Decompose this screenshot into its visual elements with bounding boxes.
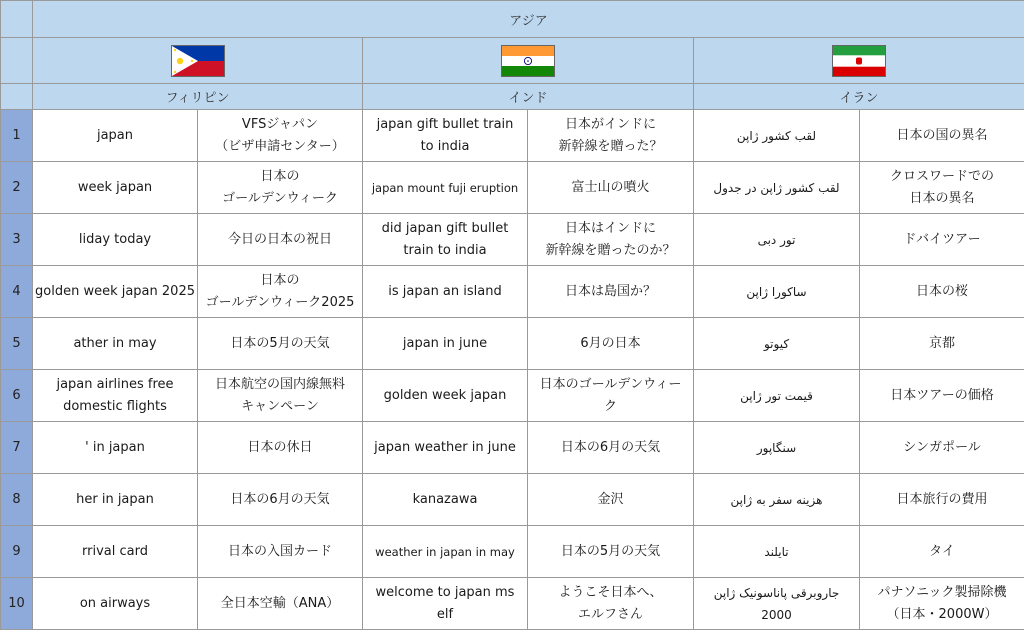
iran-translation: 日本旅行の費用 [896, 491, 988, 507]
philippines-translation: 今日の日本の祝日 [227, 231, 332, 247]
row-number: 9 [1, 526, 33, 578]
india-query: japan mount fuji eruption [371, 180, 519, 195]
philippines-query-cell [33, 474, 198, 526]
iran-translation-cell [860, 318, 1024, 370]
india-translation: ようこそ日本へ、 エルフさん [558, 584, 663, 622]
india-query: kanazawa [412, 491, 478, 507]
row-number: 6 [1, 370, 33, 422]
iran-query: تایلند [764, 544, 789, 559]
iran-translation: パナソニック製掃除機 （日本・2000W） [877, 584, 1007, 622]
philippines-query-cell [33, 578, 198, 630]
iran-query-cell [694, 214, 860, 266]
india-query-cell [363, 474, 528, 526]
philippines-query: liday today [78, 231, 152, 247]
philippines-query-cell [33, 266, 198, 318]
region-header: アジア [33, 1, 1024, 38]
row-number: 3 [1, 214, 33, 266]
india-query: japan in june [402, 335, 488, 351]
row-number: 2 [1, 162, 33, 214]
india-translation: 日本の6月の天気 [560, 439, 661, 455]
philippines-query-cell [33, 162, 198, 214]
philippines-translation: 全日本空輸（ANA） [220, 595, 340, 611]
iran-flag-icon [832, 45, 886, 77]
philippines-query: japan [96, 127, 134, 143]
iran-translation-cell [860, 578, 1024, 630]
table-row [1, 162, 1024, 214]
philippines-query: golden week japan 2025 [35, 283, 195, 299]
philippines-query: japan airlines free domestic flights [56, 376, 174, 414]
iran-translation-cell [860, 422, 1024, 474]
india-translation: 富士山の噴火 [571, 179, 650, 195]
country-header-india: インド [363, 84, 694, 110]
philippines-translation: 日本の休日 [247, 439, 313, 455]
india-translation-cell [528, 370, 694, 422]
india-translation-cell [528, 526, 694, 578]
philippines-query-cell [33, 318, 198, 370]
philippines-query-cell [33, 422, 198, 474]
philippines-query-cell [33, 370, 198, 422]
philippines-translation-cell [198, 318, 363, 370]
iran-query-cell [694, 162, 860, 214]
india-translation: 日本の5月の天気 [560, 543, 661, 559]
iran-translation: クロスワードでの 日本の異名 [890, 168, 995, 206]
corner-cell [1, 1, 33, 38]
flag-cell-philippines [33, 38, 363, 84]
india-translation-cell [528, 474, 694, 526]
philippines-translation: 日本航空の国内線無料 キャンペーン [214, 376, 345, 414]
philippines-query-cell [33, 526, 198, 578]
philippines-query-cell [33, 214, 198, 266]
philippines-translation: 日本の6月の天気 [230, 491, 330, 507]
india-query: did japan gift bullet train to india [381, 220, 509, 258]
table-row [1, 578, 1024, 630]
iran-query: قیمت تور ژاپن [740, 388, 813, 403]
philippines-translation-cell [198, 474, 363, 526]
iran-query: سنگاپور [756, 440, 797, 455]
iran-query: هزینه سفر به ژاپن [730, 492, 823, 507]
row-number: 8 [1, 474, 33, 526]
india-translation: 金沢 [597, 491, 624, 507]
table-row [1, 370, 1024, 422]
iran-query-cell [694, 370, 860, 422]
iran-translation-cell [860, 110, 1024, 162]
india-query: golden week japan [383, 387, 507, 403]
flag-cell-iran [694, 38, 1024, 84]
corner-cell [1, 38, 33, 84]
iran-query: جاروبرقی پاناسونیک ژاپن 2000 [713, 585, 840, 622]
india-query-cell [363, 162, 528, 214]
iran-translation-cell [860, 214, 1024, 266]
india-query-cell [363, 578, 528, 630]
iran-query-cell [694, 474, 860, 526]
india-translation-cell [528, 422, 694, 474]
philippines-translation: 日本の ゴールデンウィーク [222, 168, 338, 206]
table-row [1, 474, 1024, 526]
philippines-translation-cell [198, 162, 363, 214]
india-query: japan gift bullet train to india [376, 116, 514, 154]
iran-query: تور دبی [757, 232, 796, 247]
philippines-query: ather in may [73, 335, 157, 351]
table-row [1, 110, 1024, 162]
philippines-translation: 日本の5月の天気 [230, 335, 330, 351]
india-query-cell [363, 214, 528, 266]
row-number: 1 [1, 110, 33, 162]
iran-query-cell [694, 526, 860, 578]
iran-query-cell [694, 578, 860, 630]
india-translation-cell [528, 214, 694, 266]
india-translation-cell [528, 162, 694, 214]
iran-query-cell [694, 318, 860, 370]
country-header-iran: イラン [694, 84, 1024, 110]
iran-translation-cell [860, 266, 1024, 318]
india-translation: 日本のゴールデンウィー ク [539, 376, 682, 414]
table-row [1, 422, 1024, 474]
table-row [1, 526, 1024, 578]
philippines-translation-cell [198, 110, 363, 162]
iran-translation-cell [860, 162, 1024, 214]
philippines-query: ' in japan [85, 439, 145, 455]
philippines-flag-icon [171, 45, 225, 77]
iran-translation-cell [860, 474, 1024, 526]
philippines-query: her in japan [76, 491, 154, 507]
philippines-translation-cell [198, 266, 363, 318]
india-translation: 日本はインドに 新幹線を贈ったのか？ [545, 220, 676, 258]
india-query-cell [363, 110, 528, 162]
iran-translation: 日本の国の異名 [896, 127, 988, 143]
iran-translation: シンガポール [903, 439, 981, 455]
india-flag-icon [501, 45, 555, 77]
philippines-translation: VFSジャパン （ビザ申請センター） [215, 116, 345, 154]
country-header-philippines: フィリピン [33, 84, 363, 110]
india-query: welcome to japan ms elf [375, 584, 515, 622]
philippines-translation-cell [198, 578, 363, 630]
table-row [1, 318, 1024, 370]
iran-query: لقب کشور ژاپن در جدول [713, 180, 840, 195]
philippines-translation-cell [198, 526, 363, 578]
india-query: weather in japan in may [375, 544, 515, 559]
india-query-cell [363, 370, 528, 422]
iran-query-cell [694, 422, 860, 474]
india-query-cell [363, 266, 528, 318]
india-translation-cell [528, 266, 694, 318]
table-row [1, 214, 1024, 266]
india-translation-cell [528, 110, 694, 162]
iran-translation-cell [860, 526, 1024, 578]
india-query-cell [363, 526, 528, 578]
iran-translation: タイ [929, 543, 955, 559]
iran-query-cell [694, 266, 860, 318]
iran-translation-cell [860, 370, 1024, 422]
philippines-query: rrival card [82, 543, 148, 559]
india-query-cell [363, 422, 528, 474]
row-number: 4 [1, 266, 33, 318]
iran-translation: 日本ツアーの価格 [890, 387, 994, 403]
india-translation-cell [528, 578, 694, 630]
iran-query-cell [694, 110, 860, 162]
iran-translation: 日本の桜 [916, 283, 969, 299]
india-translation-cell [528, 318, 694, 370]
philippines-query: week japan [77, 179, 153, 195]
iran-query: کیوتو [763, 336, 790, 351]
philippines-translation-cell [198, 422, 363, 474]
row-number: 7 [1, 422, 33, 474]
row-number: 5 [1, 318, 33, 370]
philippines-translation: 日本の ゴールデンウィーク2025 [205, 272, 355, 310]
iran-query: ساکورا ژاپن [746, 284, 807, 299]
india-query-cell [363, 318, 528, 370]
india-translation: 日本は島国か？ [564, 283, 656, 299]
india-translation: 日本がインドに 新幹線を贈った？ [558, 116, 663, 154]
iran-translation: 京都 [929, 335, 956, 351]
flag-cell-india [363, 38, 694, 84]
row-number: 10 [1, 578, 33, 630]
philippines-translation: 日本の入国カード [227, 543, 332, 559]
philippines-query: on airways [79, 595, 151, 611]
india-query: is japan an island [388, 283, 502, 299]
philippines-translation-cell [198, 214, 363, 266]
india-translation: 6月の日本 [580, 335, 641, 351]
philippines-query-cell [33, 110, 198, 162]
philippines-translation-cell [198, 370, 363, 422]
table-row [1, 266, 1024, 318]
iran-query: لقب کشور ژاپن [736, 128, 817, 143]
india-query: japan weather in june [374, 439, 516, 455]
corner-cell [1, 84, 33, 110]
iran-translation: ドバイツアー [903, 231, 981, 247]
